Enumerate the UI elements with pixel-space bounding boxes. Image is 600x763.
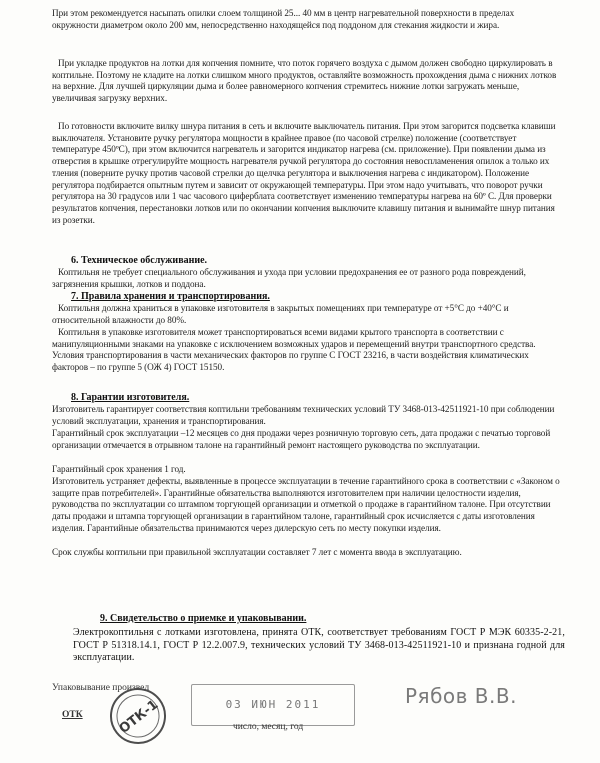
section-8-warranty-period: Гарантийный срок эксплуатации –12 месяцев со дня продажи через розничную торговую сеть, дата продажи с печатью торговой организации отмечается в отрывном талоне на гарантийный ремонт настоящего руководства по эксплуатации.: [52, 428, 551, 450]
paragraph-power-on: По готовности включите вилку шнура питания в сеть и включите выключатель питания. При этом загорится подсветка клавиши выключателя. Установите ручку регулятора мощности в крайнее правое (по часовой стрелке) положение (соответствует температуре 450ºС), при этом включится нагреватель и загорится индикатор нагрева (см. приложение). При появлении дыма из отверстия в крышке отрегулируйте мощность нагревателя ручкой регулятора до состояния невоспламенения опилок а только их тления (поверните ручку против часовой стрелки до щелчка регулятора и выключения нагрева с индикатором). Положение регулятора подбирается опытным путем и зависит от окружающей температуры. При этом надо учитывать, что поворот ручки регулятора на 30 градусов или 1 час часового циферблата соответствует изменению температуры нагрева на 60º С. Для проверки результатов копчения, перестановки лотков или по окончании копчения выключите клавишу питания и вынимайте шнур питания из розетки.: [52, 121, 556, 225]
section-9-text: Электрокоптильня с лотками изготовлена, принята ОТК, соответствует требованиям ГОСТ Р МЭК 60335-2-21, ГОСТ Р 51318.14.1, ГОСТ Р 12.2.007.9, технических условий ТУ 3468-013-42511921-10 и признана годной для эксплуатации.: [73, 627, 565, 663]
section-7-storage: Коптильня должна храниться в упаковке изготовителя в закрытых помещениях при температуре от +5°С до +40°С и относительной влажности до 80%.: [52, 303, 509, 325]
date-stamp: [191, 684, 355, 726]
date-caption: число, месяц, год: [233, 722, 304, 732]
packing-label: Упаковывание произвел: [52, 683, 150, 693]
otk-label: ОТК: [62, 710, 83, 720]
section-7-transport: Коптильня в упаковке изготовителя может транспортироваться всеми видами крытого транспорта в соответствии с манипуляционными знаками на упаковке с исключением возможных ударов и перемещений внутри транспортного средства. Условия транспортирования в части механических факторов по группе С ГОСТ 23216, в части воздействия климатических факторов – по группе 5 (ОЖ 4) ГОСТ 15150.: [52, 327, 536, 373]
section-8-storage-period: Гарантийный срок хранения 1 год.: [52, 464, 186, 474]
paragraph-loading: При укладке продуктов на лотки для копчения помните, что поток горячего воздуха с дымом должен свободно циркулировать в коптильне. Поэтому не кладите на лотки слишком много продуктов, оставляйте возможность прохождения дыма с нижних лотков на верхние. Для лучшей циркуляции дыма и более равномерного копчения стремитесь нижние лотки загружать меньше, увеличивая загрузку верхних.: [52, 58, 557, 104]
section-7-heading: 7. Правила хранения и транспортирования.: [71, 291, 270, 302]
svg-text:ОТК-1: ОТК-1: [116, 697, 162, 737]
section-8-guarantee: Изготовитель гарантирует соответствия коптильни требованиям технических условий ТУ 3468-013-42511921-10 при соблюдении условий эксплуатации, хранения и транспортирования.: [52, 404, 555, 426]
section-6-text: Коптильня не требует специального обслуживания и ухода при условии предохранения ее от разного рода повреждений, загрязнения крышки, лотков и поддона.: [52, 267, 526, 289]
section-9-heading: 9. Свидетельство о приемке и упаковывании.: [100, 613, 307, 624]
date-stamp-value: 03 ИЮН 2011: [225, 698, 321, 711]
section-8-defects: Изготовитель устраняет дефекты, выявленные в процессе эксплуатации в течение гарантийного срока в соответствии с «Законом о защите прав потребителей». Гарантийные обязательства выполняются изготовителем при наличии целостности изделия, руководства по эксплуатации со штампом торгующей организации и отметкой о продаже в гарантийном талоне. При отсутствии даты продажи и штампа торгующей организации в гарантийном талоне, гарантийный срок исчисляется с даты изготовления изделия. Гарантийные обязательства принимаются через дилерскую сеть по месту покупки изделия.: [52, 476, 560, 533]
section-6-heading: 6. Техническое обслуживание.: [71, 255, 208, 266]
section-8-service-life: Срок службы коптильни при правильной эксплуатации составляет 7 лет с момента ввода в эксплуатацию.: [52, 547, 462, 557]
inspector-signature: Рябов В.В.: [405, 684, 517, 708]
section-8-heading: 8. Гарантии изготовителя.: [71, 392, 190, 403]
paragraph-sawdust: При этом рекомендуется насыпать опилки слоем толщиной 25... 40 мм в центр нагревательной поверхности в пределах окружности диаметром около 200 мм, непосредственно находящейся под поддоном для стекания жидкости и жира.: [52, 8, 515, 30]
